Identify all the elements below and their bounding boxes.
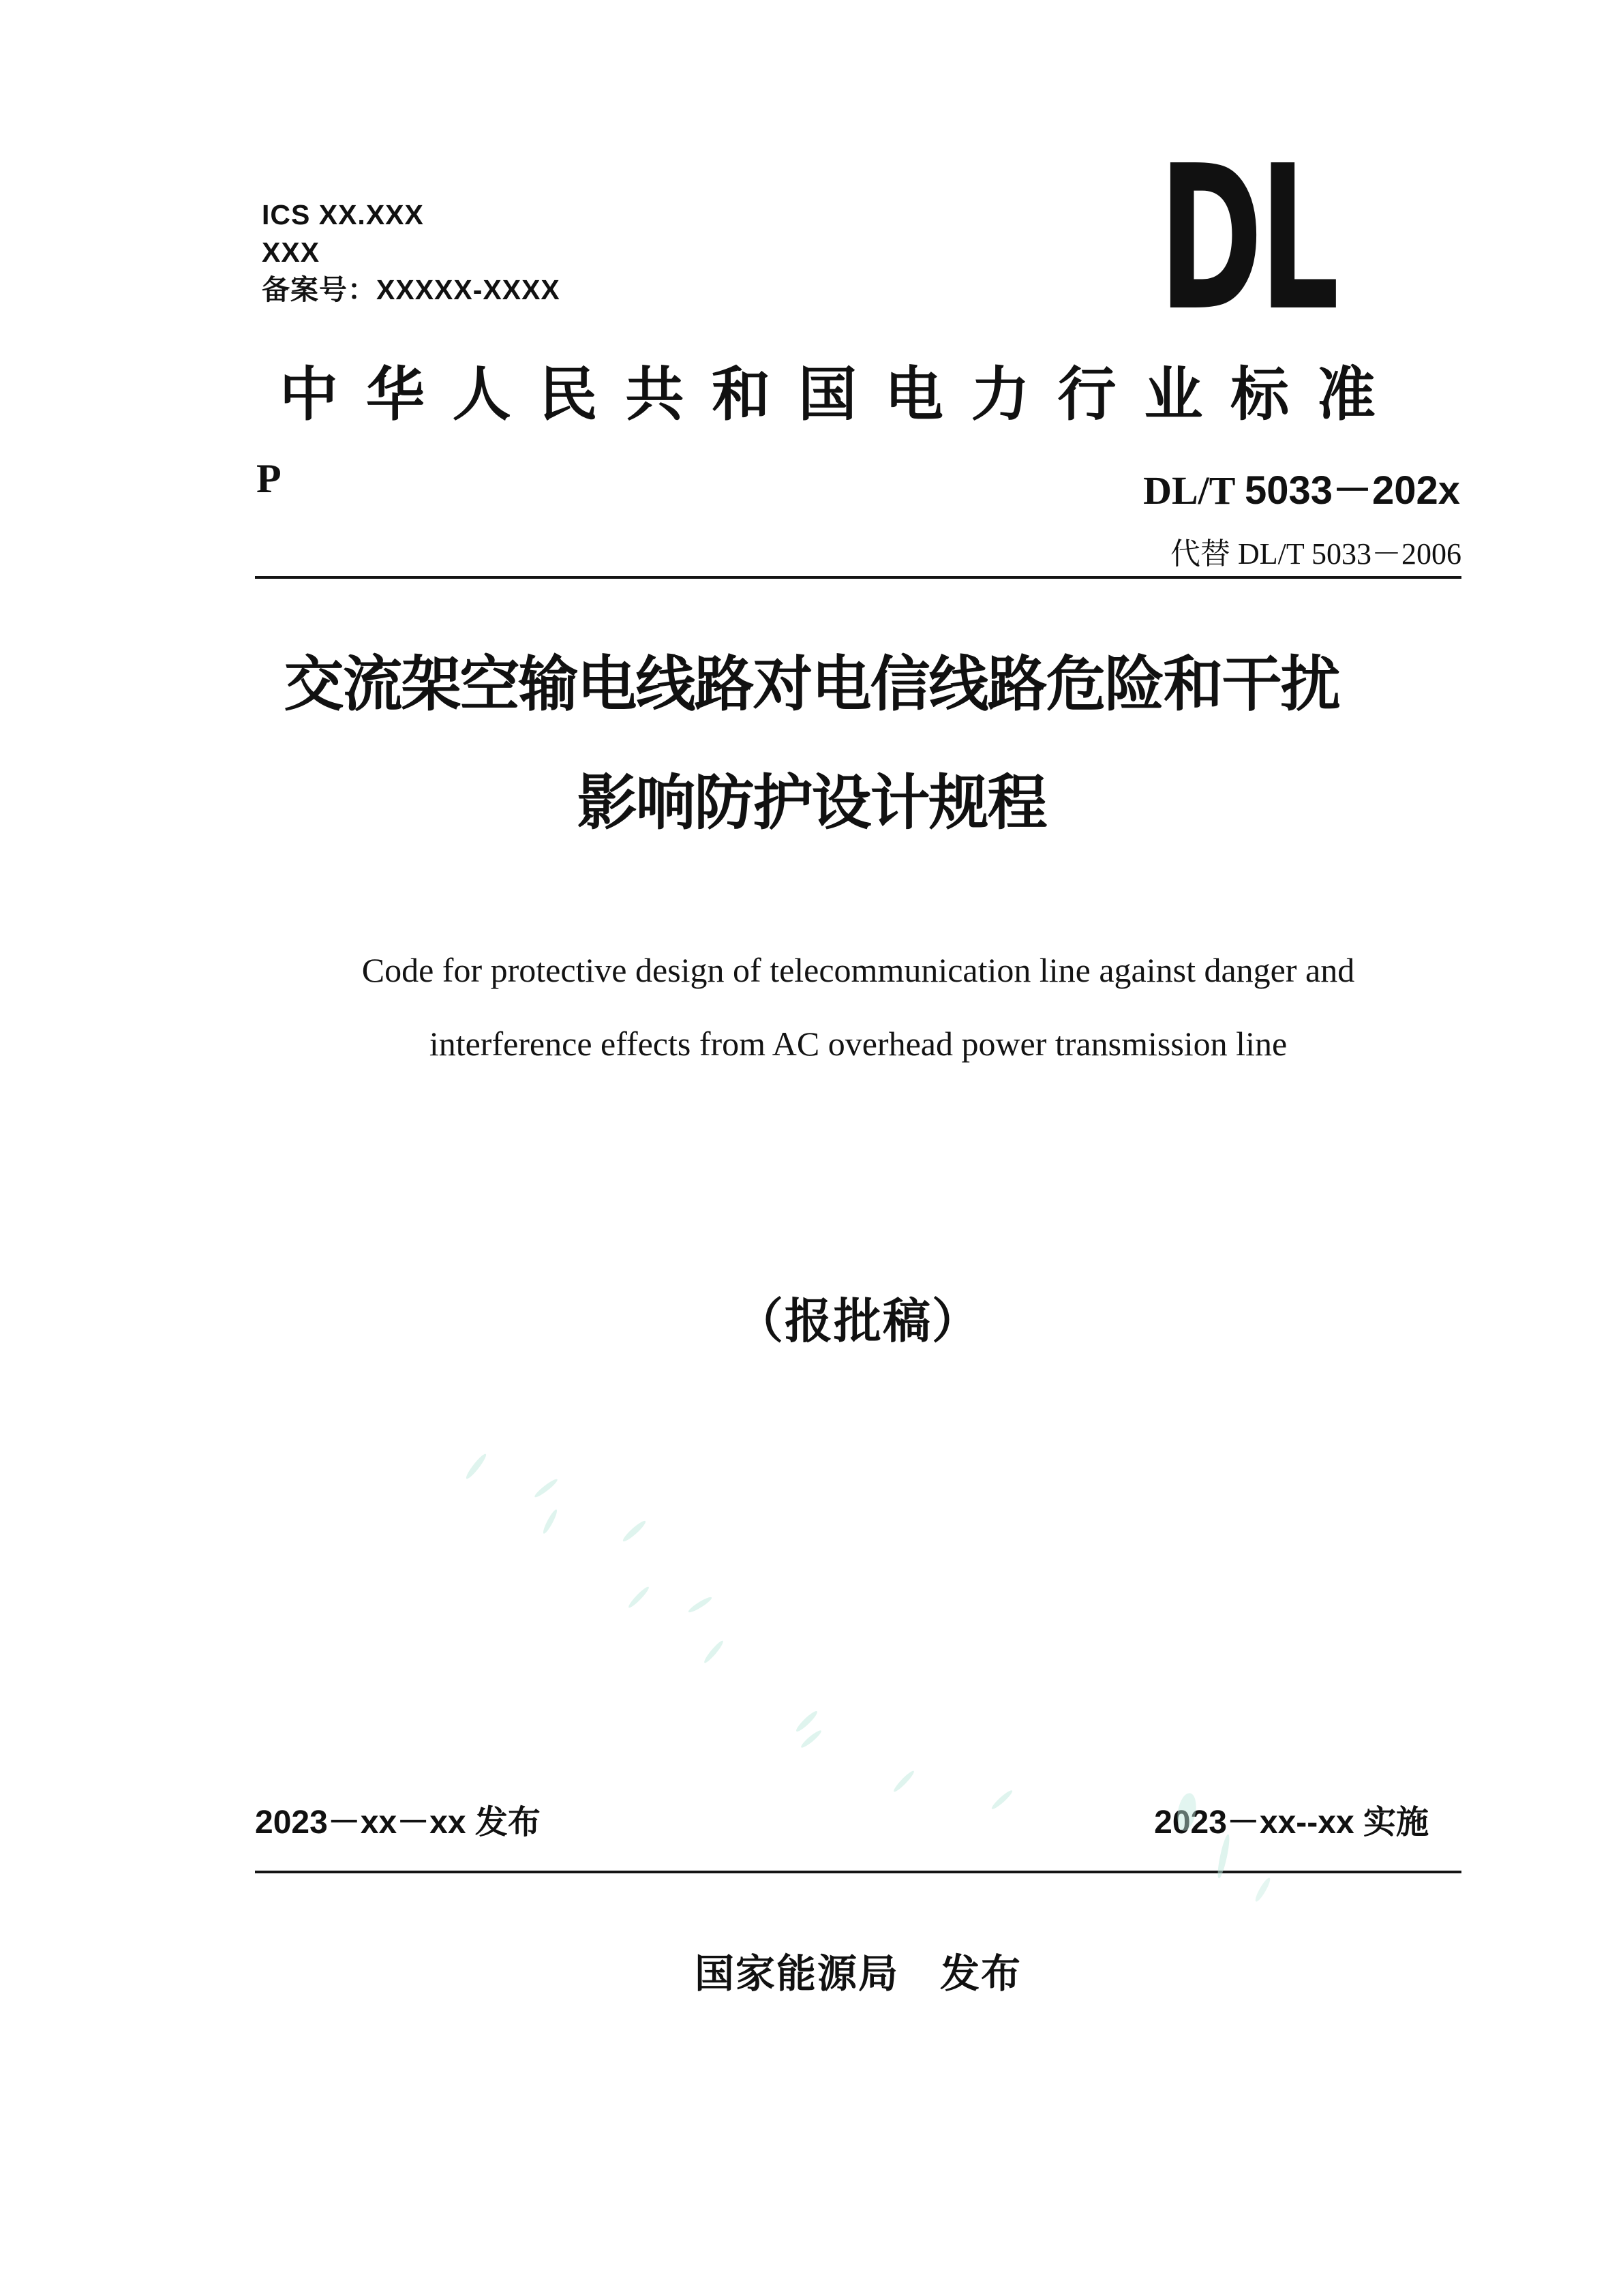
draft-status: （报批稿） bbox=[735, 1295, 981, 1348]
record-number: 备案号：XXXXX-XXXX bbox=[262, 274, 560, 305]
ics-block bbox=[262, 196, 560, 309]
footer-divider-line bbox=[255, 1871, 1461, 1873]
standard-number-main: 5033－202x bbox=[1244, 468, 1460, 513]
title-chinese-line2: 影响防护设计规程 bbox=[577, 769, 1046, 836]
title-chinese-line1: 交流架空输电线路对电信线路危险和干扰 bbox=[284, 650, 1339, 718]
title-english-line1: Code for protective design of telecommunication line against danger and bbox=[361, 951, 1355, 989]
title-english-line2: interference effects from AC overhead power transmission line bbox=[429, 1025, 1288, 1063]
standard-body-title: 中华人民共和国电力行业标准 bbox=[279, 362, 1376, 427]
replaces-note: 代替 DL/T 5033－2006 bbox=[1170, 537, 1461, 571]
doc-class-code: P bbox=[256, 456, 282, 501]
standard-number bbox=[1143, 458, 1460, 515]
publisher: 国家能源局 发布 bbox=[694, 1952, 1022, 1996]
implementation-date: 2023－xx--xx 实施 bbox=[1154, 1804, 1429, 1841]
ics-number: ICS XX.XXX bbox=[262, 199, 424, 230]
standard-number-prefix: DL/T bbox=[1143, 468, 1245, 513]
issue-date: 2023－xx－xx 发布 bbox=[255, 1804, 541, 1841]
ics-class: XXX bbox=[262, 237, 320, 268]
dates-row bbox=[255, 1796, 1461, 1843]
dl-logo: DL bbox=[1159, 123, 1336, 354]
header-divider-line bbox=[255, 576, 1461, 579]
